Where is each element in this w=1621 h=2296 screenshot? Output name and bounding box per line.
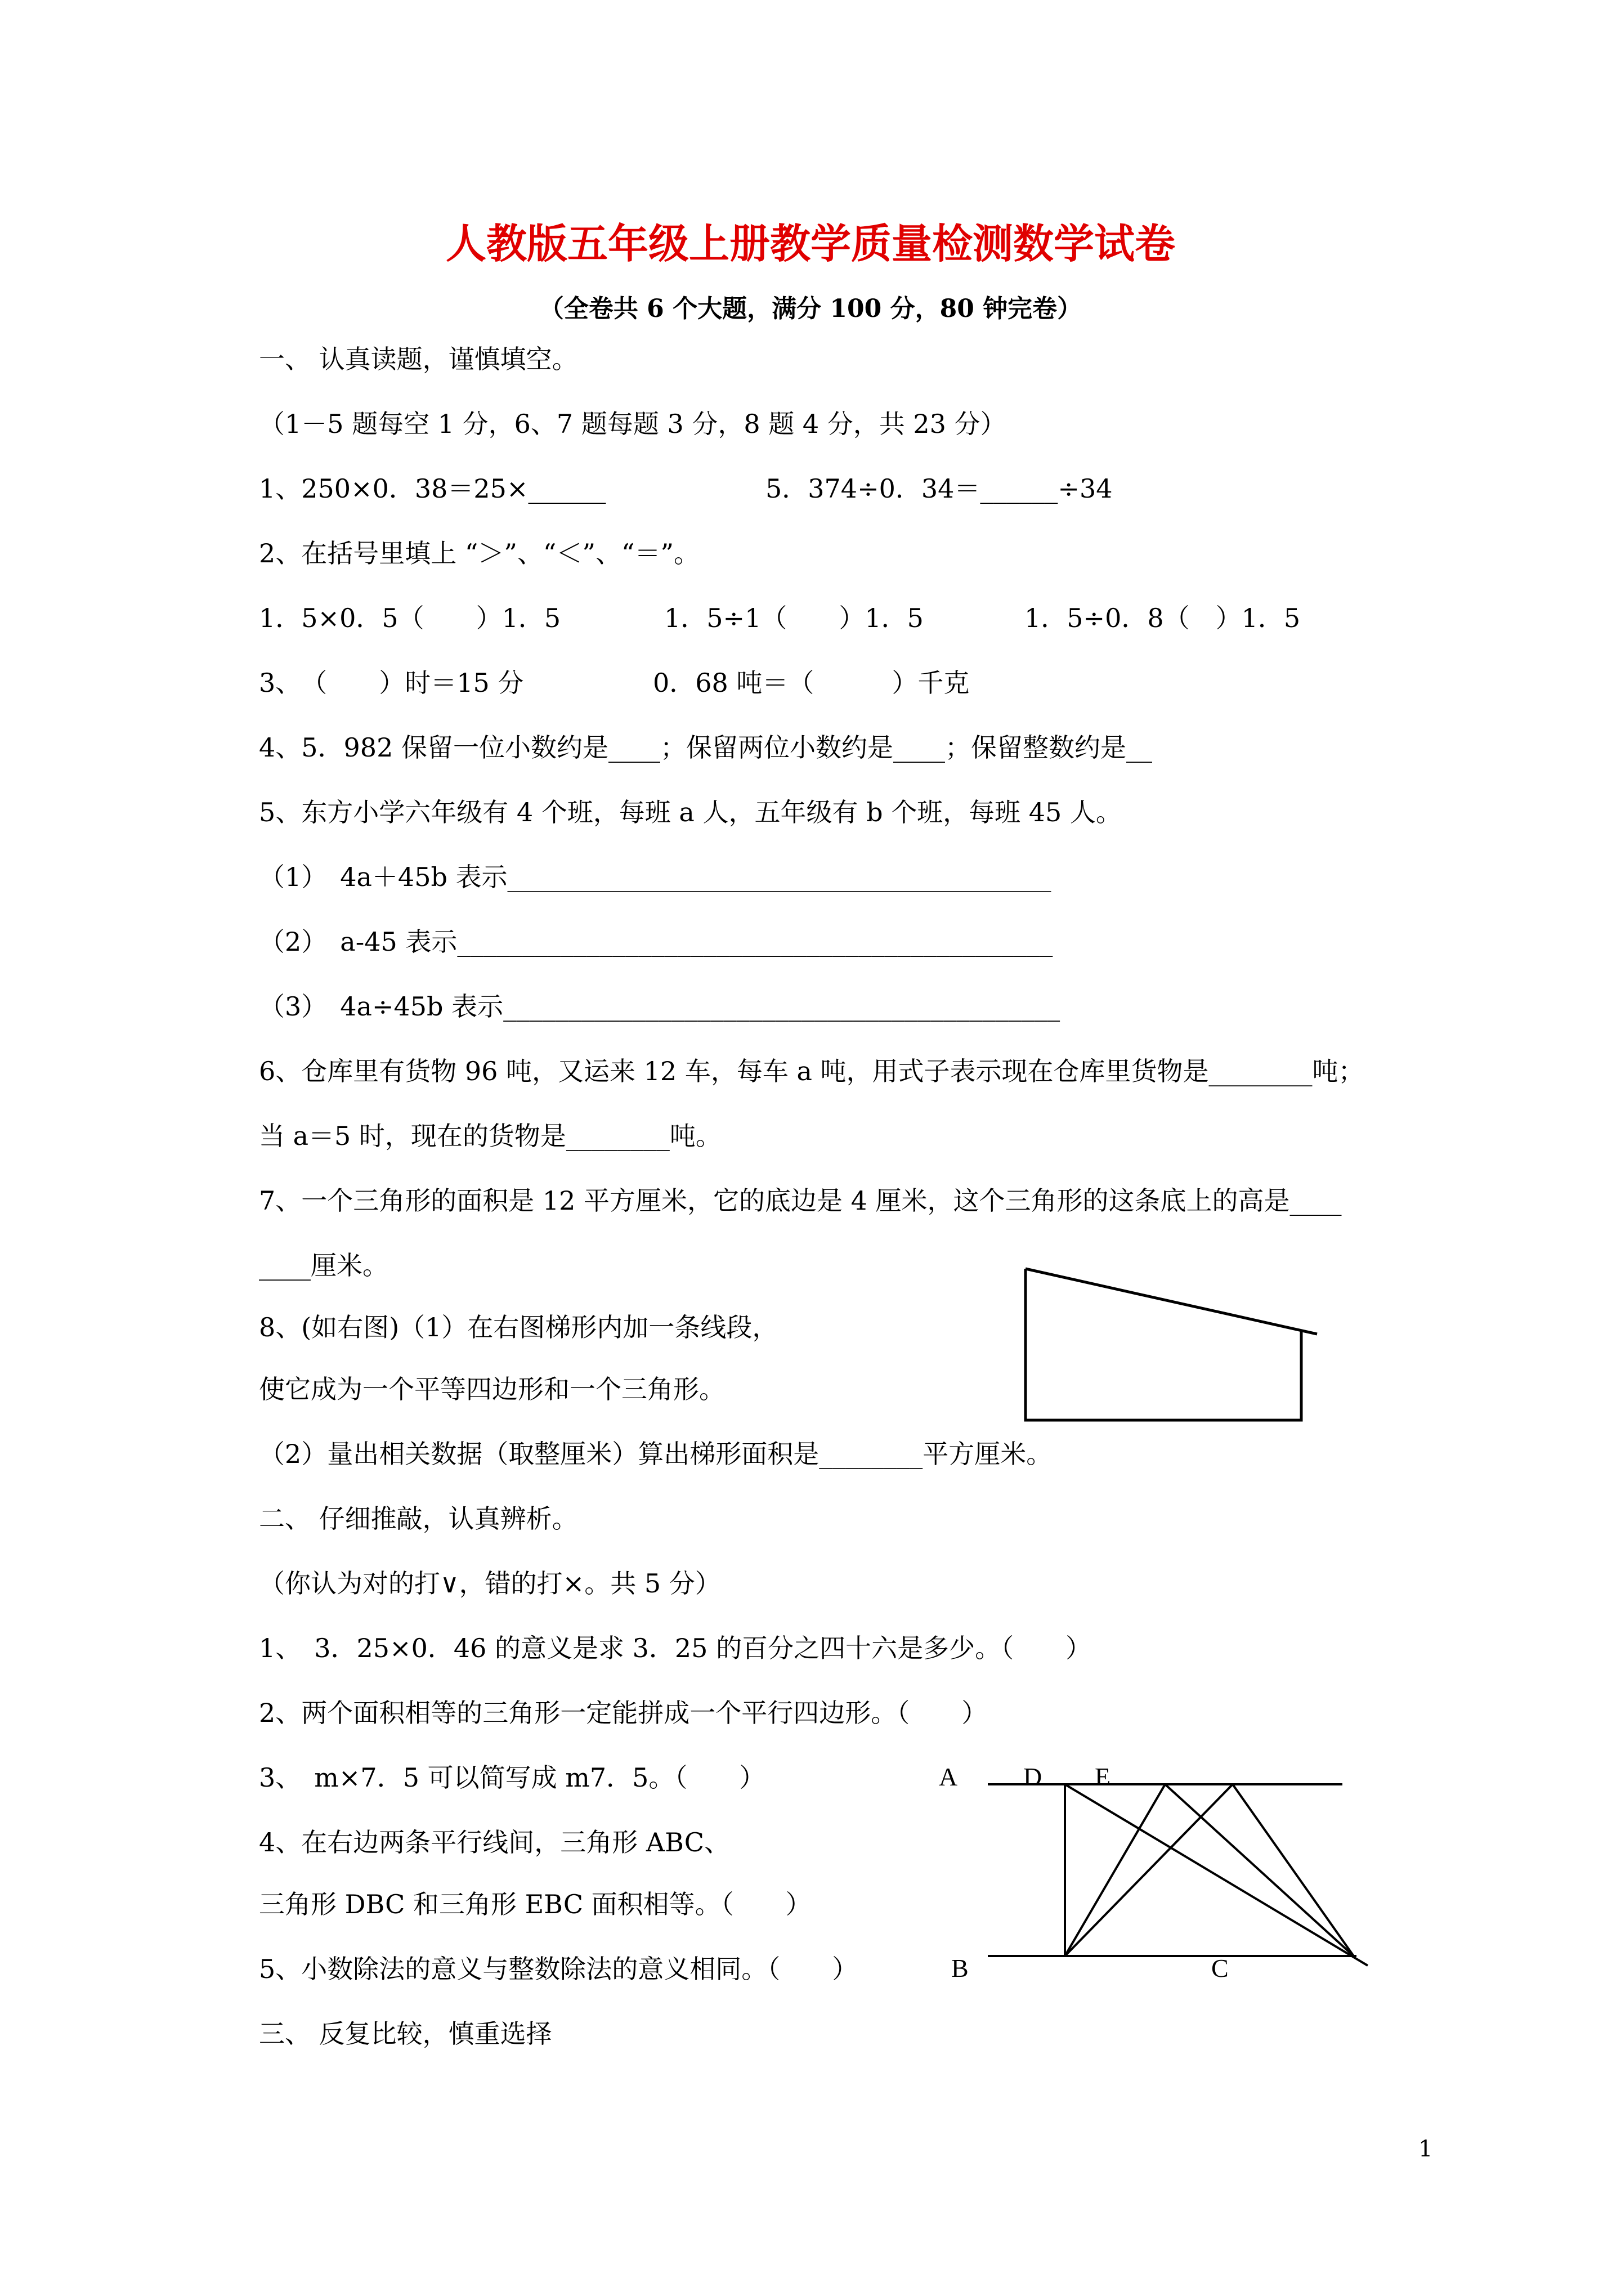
- s2-question-3: 3、 m×7．5 可以简写成 m7．5。（ ）: [259, 1762, 765, 1793]
- section3-heading: 三、 反复比较，慎重选择: [259, 2018, 552, 2049]
- s2-question-5: 5、小数除法的意义与整数除法的意义相同。（ ）: [259, 1954, 858, 1984]
- section1-heading: 一、 认真读题，谨慎填空。: [259, 344, 578, 374]
- label-C: C: [1211, 1954, 1229, 1982]
- s1-question-7b: ____厘米。: [259, 1250, 388, 1281]
- exam-title: 人教版五年级上册教学质量检测数学试卷: [445, 220, 1175, 267]
- s1-question-2: 2、在括号里填上 “＞”、“＜”、“＝”。: [259, 538, 700, 569]
- s1-question-5-1: （1） 4a＋45b 表示__________________________________________: [259, 862, 1051, 892]
- s2-question-1: 1、 3．25×0．46 的意义是求 3．25 的百分之四十六是多少。（ ）: [259, 1633, 1092, 1663]
- s1-question-5-3: （3） 4a÷45b 表示___________________________________________: [259, 991, 1060, 1022]
- page-number: 1: [1418, 2136, 1433, 2162]
- s1-question-2b: 1．5÷1（ ）1．5: [664, 603, 924, 633]
- s1-question-8a: 8、(如右图)（1）在右图梯形内加一条线段，: [259, 1312, 778, 1342]
- s2-question-4b: 三角形 DBC 和三角形 EBC 面积相等。（ ）: [259, 1889, 812, 1919]
- segment-E-C: [1233, 1784, 1354, 1956]
- s1-question-5-2: （2） a-45 表示______________________________________________: [259, 927, 1053, 957]
- segment-A-C: [1065, 1784, 1368, 1966]
- label-D: D: [1023, 1762, 1042, 1791]
- s1-question-8b: 使它成为一个平等四边形和一个三角形。: [259, 1374, 725, 1404]
- s1-question-5: 5、东方小学六年级有 4 个班，每班 a 人，五年级有 b 个班，每班 45 人。: [259, 797, 1122, 827]
- s1-question-4: 4、5．982 保留一位小数约是____；保留两位小数约是____；保留整数约是__: [259, 732, 1152, 763]
- label-A: A: [939, 1762, 958, 1791]
- s2-question-4a: 4、在右边两条平行线间，三角形 ABC、: [259, 1827, 730, 1858]
- s1-question-3a: 3、 （ ）时＝15 分: [259, 668, 524, 698]
- s1-question-6a: 6、仓库里有货物 96 吨，又运来 12 车，每车 a 吨，用式子表示现在仓库里货物是________吨；: [259, 1056, 1364, 1086]
- section1-note: （1－5 题每空 1 分，6、7 题每题 3 分，8 题 4 分，共 23 分）: [259, 409, 1006, 439]
- segment-D-C: [1165, 1784, 1354, 1956]
- label-B: B: [951, 1954, 969, 1982]
- s1-question-8c: （2）量出相关数据（取整厘米）算出梯形面积是________平方厘米。: [259, 1439, 1053, 1469]
- s1-question-1b: 5．374÷0．34＝______÷34: [765, 473, 1113, 504]
- s2-question-2: 2、两个面积相等的三角形一定能拼成一个平行四边形。（ ）: [259, 1698, 988, 1728]
- s1-question-2c: 1．5÷0．8（ ）1．5: [1024, 603, 1301, 633]
- exam-subtitle: （全卷共 6 个大题，满分 100 分，80 钟完卷）: [539, 294, 1082, 323]
- s1-question-7a: 7、一个三角形的面积是 12 平方厘米，它的底边是 4 厘米，这个三角形的这条底上的高是____: [259, 1185, 1342, 1216]
- label-E: E: [1095, 1762, 1111, 1791]
- s1-question-2a: 1．5×0．5（ ）1．5: [259, 603, 561, 633]
- section2-note: （你认为对的打∨，错的打×。共 5 分）: [259, 1568, 721, 1599]
- s1-question-1a: 1、250×0．38＝25×______: [259, 473, 606, 504]
- s1-question-6b: 当 a＝5 时，现在的货物是________吨。: [259, 1121, 722, 1151]
- section2-heading: 二、 仔细推敲，认真辨析。: [259, 1503, 578, 1534]
- s1-question-3b: 0．68 吨＝（ ）千克: [653, 668, 970, 698]
